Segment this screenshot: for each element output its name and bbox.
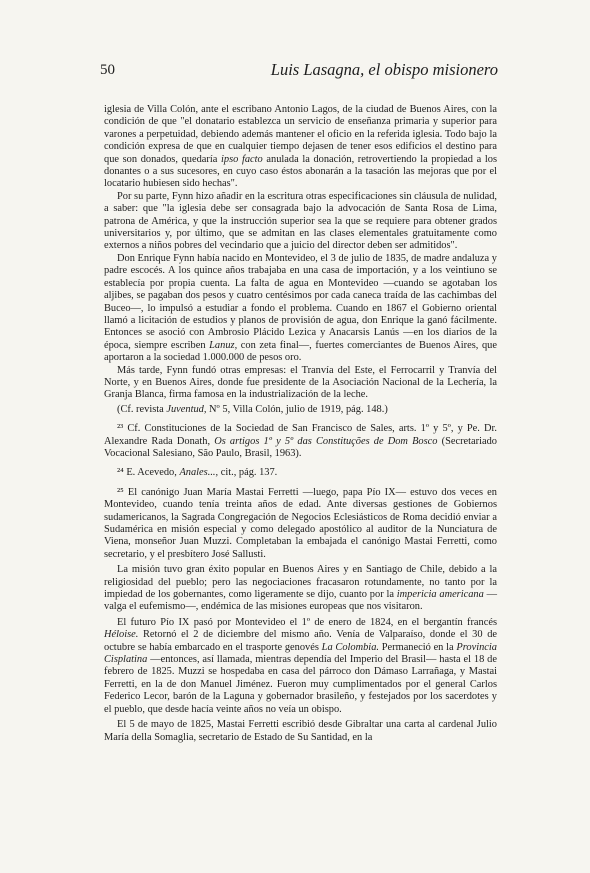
page-header	[100, 58, 498, 82]
body-text	[104, 104, 497, 744]
footnote-25: ²⁵ El canónigo Juan María Mastai Ferretti —luego, papa Pío IX— estuvo dos veces en Montevideo, cuando tenía treinta años de edad. Ante diversas gestiones de Gobiernos sudamericanos, la Sagrada Congregación de Negocios Eclesiásticos de Roma decidió enviar a Sudamérica en misión especial y como delegado apostólico al auditor de la Nunciatura de Viena, monseñor Juan Muzzi. Completaban la embajada el canónigo Mastai Ferretti, como secretario, y el presbítero José Sallusti.	[104, 486, 497, 560]
running-title: Luis Lasagna, el obispo misionero	[270, 60, 498, 79]
paragraph: Más tarde, Fynn fundó otras empresas: el Tranvía del Este, el Ferrocarril y Tranvía del Norte, y en Buenos Aires, donde fue presidente de la Asociación Nacional de la Lechería, la Granja Blanca, firma famosa en la industrialización de la leche.	[104, 364, 497, 401]
citation-line: (Cf. revista Juventud, Nº 5, Villa Colón, julio de 1919, pág. 148.)	[117, 403, 388, 415]
paragraph: iglesia de Villa Colón, ante el escribano Antonio Lagos, de la ciudad de Buenos Aires, con la condición de que "el donatario establezca un servicio de enseñanza primaria y superior para varones a perpetuidad, debiendo además mantener el oficio en la referida iglesia. Todo bajo la condición expresa de que en cualquier tiempo dejasen de tener esos edificios el destino para que son donados, quedaría ipso facto anulada la donación, retrovertiendo la propiedad a los donantes o a sus sucesores, en cuyo caso éstos abonarán a la tasación las mejoras que por el locatario hubiesen sido hechas".	[104, 104, 497, 190]
paragraph: Don Enrique Fynn había nacido en Montevideo, el 3 de julio de 1835, de madre andaluza y padre escocés. A los quince años trabajaba en una casa de importación, y a los veintiuno se establecía por propia cuenta. La falta de agua en Montevideo —cuando se agotaban los aljibes, se pagaban dos pesos y cuatro centésimos por cada caneca traída de las cachimbas del Buceo—, lo impulsó a estudiar a fondo el problema. Cuando en 1867 el Gobierno oriental llamó a licitación de estudios y planos de provisión de agua, don Enrique la ganó fácilmente. Entonces se asoció con Ambrosio Plácido Lezica y Anacarsis Lanús —en los diarios de la época, siempre escriben Lanuz, con zeta final—, fuertes comerciantes de Buenos Aires, que aportaron a la sociedad 1.000.000 de pesos oro.	[104, 252, 497, 364]
footnote-24: ²⁴ E. Acevedo, Anales..., cit., pág. 137.	[117, 467, 278, 479]
paragraph: La misión tuvo gran éxito popular en Buenos Aires y en Santiago de Chile, debido a la religiosidad del pueblo; pero las negociaciones fracasaron rotundamente, no tanto por la impiedad de los gobernantes, como ligeramente se dijo, cuanto por la impericia americana —valga el eufemismo—, endémica de las misiones europeas que nos visitaron.	[104, 564, 497, 613]
paragraph: Por su parte, Fynn hizo añadir en la escritura otras especificaciones sin cláusula de nulidad, a saber: que "la iglesia debe ser consagrada bajo la advocación de Santa Rosa de Lima, patrona de América, y que la instrucción superior sea la que se requiere para obtener grados universitarios y, por último, que se admitan en las clases elementales gratuitamente como externos a niños pobres del vecindario que a juicio del director deben ser admitidos".	[104, 190, 497, 252]
page-number: 50	[100, 62, 115, 78]
paragraph: El 5 de mayo de 1825, Mastai Ferretti escribió desde Gibraltar una carta al cardenal Julio María della Somaglia, secretario de Estado de Su Santidad, en la	[104, 719, 497, 743]
paragraph: El futuro Pío IX pasó por Montevideo el 1º de enero de 1824, en el bergantín francés Héloise. Retornó el 2 de diciembre del mismo año. Venía de Valparaíso, donde el 30 de octubre se había embarcado en el trasporte genovés La Colombia. Permaneció en la Provincia Cisplatina —entonces, así llamada, mientras dependía del Imperio del Brasil— hasta el 18 de febrero de 1825. Muzzi se hospedaba en casa del párroco don Dámaso Larrañaga, y Mastai Ferretti, en la de don Manuel Jiménez. Fueron muy cumplimentados por el general Carlos Federico Lecor, barón de la Laguna y gobernador brasileño, y festejados por los sacerdotes y el pueblo, que desde hacía veinte años no veía un obispo.	[104, 616, 497, 715]
footnote-23: ²³ Cf. Constituciones de la Sociedad de San Francisco de Sales, arts. 1º y 5º, y Pe. Dr. Alexandre Rada Donath, Os artigos 1º y 5º das Constituções de Dom Bosco (Secretariado Vocacional Salesiano, São Paulo, Brasil, 1963).	[104, 423, 497, 459]
